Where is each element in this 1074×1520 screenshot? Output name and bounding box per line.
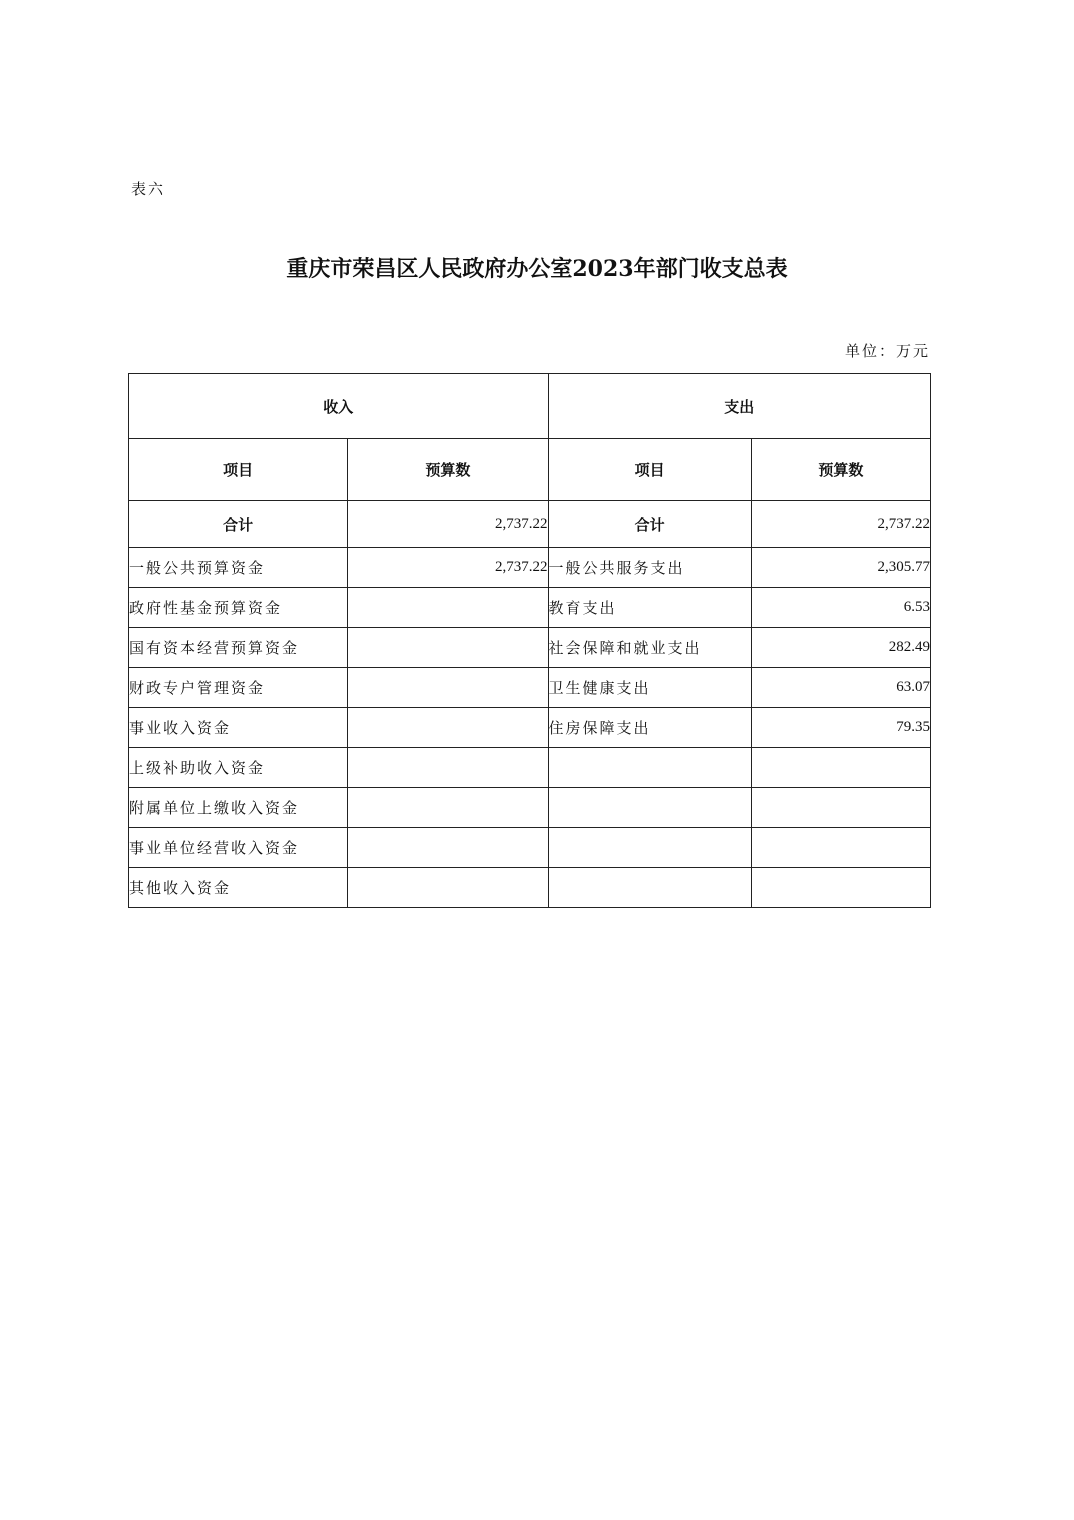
expense-amount: 2,305.77 [751, 548, 930, 588]
income-item: 附属单位上缴收入资金 [129, 788, 348, 828]
table-row [129, 868, 931, 908]
income-amount [348, 588, 548, 628]
expense-item: 社会保障和就业支出 [548, 628, 751, 668]
income-item: 事业单位经营收入资金 [129, 828, 348, 868]
income-budget-column-header: 预算数 [348, 439, 548, 501]
expense-item: 教育支出 [548, 588, 751, 628]
expense-amount: 6.53 [751, 588, 930, 628]
expense-total-label: 合计 [548, 501, 751, 548]
income-item: 政府性基金预算资金 [129, 588, 348, 628]
table-row [129, 628, 931, 668]
expense-amount: 282.49 [751, 628, 930, 668]
table-row [129, 588, 931, 628]
expense-amount [751, 828, 930, 868]
income-amount [348, 788, 548, 828]
income-amount [348, 668, 548, 708]
income-item: 事业收入资金 [129, 708, 348, 748]
income-total-amount: 2,737.22 [348, 501, 548, 548]
income-header: 收入 [129, 374, 549, 439]
unit-note: 单位：万元 [844, 342, 930, 360]
income-amount [348, 868, 548, 908]
income-item: 国有资本经营预算资金 [129, 628, 348, 668]
expense-item [548, 868, 751, 908]
group-header-row [129, 374, 931, 439]
income-amount: 2,737.22 [348, 548, 548, 588]
income-amount [348, 708, 548, 748]
expense-amount [751, 748, 930, 788]
table-label: 表六 [131, 180, 166, 198]
expense-item: 一般公共服务支出 [548, 548, 751, 588]
income-item: 上级补助收入资金 [129, 748, 348, 788]
expense-item-column-header: 项目 [548, 439, 751, 501]
table-row [129, 668, 931, 708]
income-total-label: 合计 [129, 501, 348, 548]
expense-header: 支出 [548, 374, 931, 439]
table-row [129, 828, 931, 868]
expense-amount [751, 868, 930, 908]
table-row [129, 788, 931, 828]
expense-item: 住房保障支出 [548, 708, 751, 748]
table-row [129, 548, 931, 588]
column-header-row [129, 439, 931, 501]
budget-summary-table [128, 373, 931, 908]
expense-total-amount: 2,737.22 [751, 501, 930, 548]
expense-amount: 63.07 [751, 668, 930, 708]
income-item: 一般公共预算资金 [129, 548, 348, 588]
expense-budget-column-header: 预算数 [751, 439, 930, 501]
table-row [129, 748, 931, 788]
expense-amount [751, 788, 930, 828]
total-row [129, 501, 931, 548]
expense-item [548, 788, 751, 828]
table-row [129, 708, 931, 748]
income-amount [348, 828, 548, 868]
income-item: 其他收入资金 [129, 868, 348, 908]
expense-item: 卫生健康支出 [548, 668, 751, 708]
page-title: 重庆市荣昌区人民政府办公室2023年部门收支总表 [286, 256, 788, 282]
income-item-column-header: 项目 [129, 439, 348, 501]
income-amount [348, 628, 548, 668]
expense-amount: 79.35 [751, 708, 930, 748]
income-amount [348, 748, 548, 788]
expense-item [548, 748, 751, 788]
income-item: 财政专户管理资金 [129, 668, 348, 708]
expense-item [548, 828, 751, 868]
